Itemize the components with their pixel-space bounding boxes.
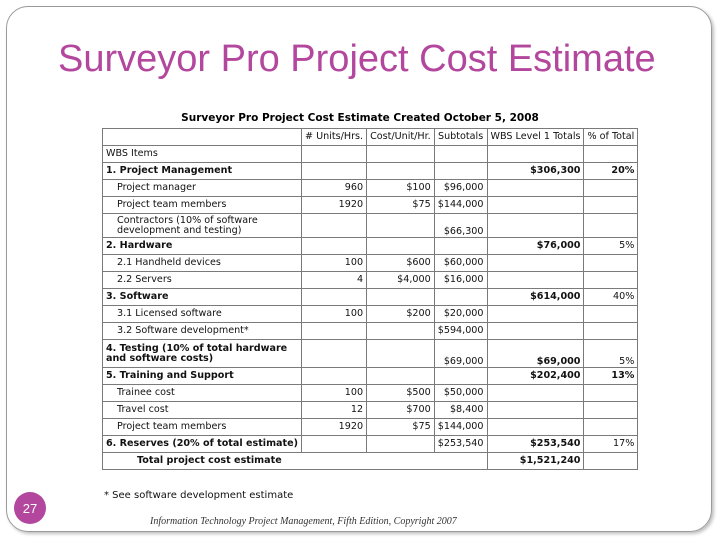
row-total <box>487 214 584 238</box>
row-subtotal <box>434 238 487 255</box>
row-subtotal: $69,000 <box>434 340 487 368</box>
row-units: 100 <box>302 385 367 402</box>
row-subtotal: $8,400 <box>434 402 487 419</box>
page-number-badge: 27 <box>14 492 46 524</box>
row-pct <box>584 402 638 419</box>
header-cell: % of Total <box>584 129 638 146</box>
row-cost <box>367 146 435 163</box>
row-subtotal: $253,540 <box>434 436 487 453</box>
table-row <box>103 180 638 197</box>
row-subtotal <box>434 289 487 306</box>
row-item: Project manager <box>103 180 302 197</box>
table-row <box>103 197 638 214</box>
row-units <box>302 323 367 340</box>
header-cell: Cost/Unit/Hr. <box>367 129 435 146</box>
row-cost <box>367 340 435 368</box>
row-item: 6. Reserves (20% of total estimate) <box>103 436 302 453</box>
row-subtotal <box>434 368 487 385</box>
header-cell <box>103 129 302 146</box>
row-cost: $100 <box>367 180 435 197</box>
table-row <box>103 214 638 238</box>
row-cost <box>367 323 435 340</box>
table-row <box>103 385 638 402</box>
row-item: WBS Items <box>103 146 302 163</box>
row-item: Project team members <box>103 419 302 436</box>
row-cost <box>367 436 435 453</box>
row-cost: $700 <box>367 402 435 419</box>
row-units <box>302 340 367 368</box>
header-cell: Subtotals <box>434 129 487 146</box>
row-cost: $75 <box>367 197 435 214</box>
row-cost <box>367 238 435 255</box>
row-subtotal: $50,000 <box>434 385 487 402</box>
row-pct: 17% <box>584 436 638 453</box>
row-pct: 13% <box>584 368 638 385</box>
row-pct: 40% <box>584 289 638 306</box>
row-total: $253,540 <box>487 436 584 453</box>
row-pct <box>584 214 638 238</box>
row-item: 2. Hardware <box>103 238 302 255</box>
table-row <box>103 163 638 180</box>
row-item: Project team members <box>103 197 302 214</box>
row-pct: 5% <box>584 238 638 255</box>
row-subtotal <box>434 163 487 180</box>
row-total <box>487 197 584 214</box>
row-cost: $200 <box>367 306 435 323</box>
row-subtotal <box>434 146 487 163</box>
row-total <box>487 255 584 272</box>
table-row <box>103 272 638 289</box>
row-units: 1920 <box>302 419 367 436</box>
table-row <box>103 419 638 436</box>
table-footnote: * See software development estimate <box>104 490 294 501</box>
row-pct <box>584 146 638 163</box>
row-item: 2.1 Handheld devices <box>103 255 302 272</box>
slide-footer: Information Technology Project Management, Fifth Edition, Copyright 2007 <box>150 516 457 527</box>
row-cost <box>367 289 435 306</box>
row-units: 960 <box>302 180 367 197</box>
row-pct <box>584 453 638 470</box>
row-cost: $4,000 <box>367 272 435 289</box>
row-item: 4. Testing (10% of total hardware and software costs) <box>103 340 302 368</box>
row-pct <box>584 385 638 402</box>
row-total <box>487 419 584 436</box>
row-units: 1920 <box>302 197 367 214</box>
row-units: 12 <box>302 402 367 419</box>
table-header-row <box>103 129 638 146</box>
row-cost <box>367 368 435 385</box>
row-units: 100 <box>302 255 367 272</box>
row-pct <box>584 306 638 323</box>
table-row <box>103 323 638 340</box>
row-pct <box>584 255 638 272</box>
table-row <box>103 340 638 368</box>
row-cost: $500 <box>367 385 435 402</box>
header-cell: WBS Level 1 Totals <box>487 129 584 146</box>
row-item: 5. Training and Support <box>103 368 302 385</box>
row-item: Contractors (10% of software development and testing) <box>103 214 302 238</box>
row-item: Travel cost <box>103 402 302 419</box>
row-total: $1,521,240 <box>487 453 584 470</box>
row-pct <box>584 323 638 340</box>
row-subtotal: $594,000 <box>434 323 487 340</box>
row-units <box>302 368 367 385</box>
row-item: Total project cost estimate <box>103 453 488 470</box>
table-row-total <box>103 453 638 470</box>
row-subtotal: $66,300 <box>434 214 487 238</box>
row-subtotal: $96,000 <box>434 180 487 197</box>
row-subtotal: $144,000 <box>434 197 487 214</box>
row-cost: $600 <box>367 255 435 272</box>
row-total <box>487 402 584 419</box>
row-item: 2.2 Servers <box>103 272 302 289</box>
table-row <box>103 146 638 163</box>
table-row <box>103 368 638 385</box>
table-row <box>103 289 638 306</box>
cost-estimate-table <box>102 128 638 470</box>
row-total: $614,000 <box>487 289 584 306</box>
table-row <box>103 402 638 419</box>
row-total: $76,000 <box>487 238 584 255</box>
row-pct <box>584 197 638 214</box>
row-subtotal: $20,000 <box>434 306 487 323</box>
table-row <box>103 436 638 453</box>
row-pct <box>584 272 638 289</box>
row-total: $69,000 <box>487 340 584 368</box>
row-subtotal: $16,000 <box>434 272 487 289</box>
row-cost <box>367 214 435 238</box>
table-title: Surveyor Pro Project Cost Estimate Created October 5, 2008 <box>181 112 539 124</box>
row-subtotal: $144,000 <box>434 419 487 436</box>
row-units <box>302 436 367 453</box>
table-row <box>103 306 638 323</box>
row-units: 4 <box>302 272 367 289</box>
row-total <box>487 385 584 402</box>
row-pct: 5% <box>584 340 638 368</box>
row-total: $202,400 <box>487 368 584 385</box>
row-total <box>487 323 584 340</box>
row-total <box>487 306 584 323</box>
row-total: $306,300 <box>487 163 584 180</box>
row-units <box>302 289 367 306</box>
row-units: 100 <box>302 306 367 323</box>
row-subtotal: $60,000 <box>434 255 487 272</box>
row-cost: $75 <box>367 419 435 436</box>
table-row <box>103 255 638 272</box>
row-item: 1. Project Management <box>103 163 302 180</box>
row-item: 3.1 Licensed software <box>103 306 302 323</box>
header-cell: # Units/Hrs. <box>302 129 367 146</box>
row-cost <box>367 163 435 180</box>
row-total <box>487 146 584 163</box>
row-total <box>487 272 584 289</box>
row-units <box>302 214 367 238</box>
row-total <box>487 180 584 197</box>
row-item: 3.2 Software development* <box>103 323 302 340</box>
row-pct <box>584 419 638 436</box>
table-row <box>103 238 638 255</box>
row-pct <box>584 180 638 197</box>
row-units <box>302 163 367 180</box>
row-units <box>302 146 367 163</box>
row-item: 3. Software <box>103 289 302 306</box>
row-units <box>302 238 367 255</box>
row-item: Trainee cost <box>103 385 302 402</box>
row-pct: 20% <box>584 163 638 180</box>
slide-title: Surveyor Pro Project Cost Estimate <box>58 38 656 80</box>
